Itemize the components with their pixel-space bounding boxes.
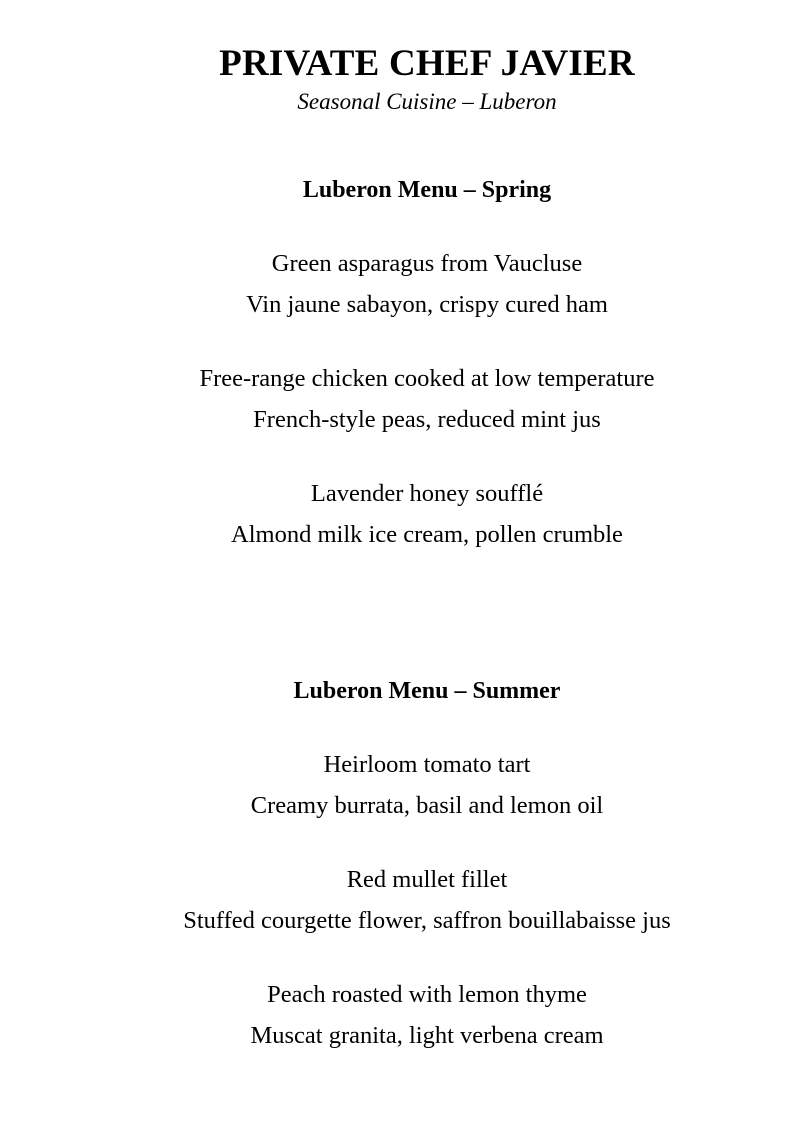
course-description: French-style peas, reduced mint jus: [253, 406, 601, 433]
course-description: Vin jaune sabayon, crispy cured ham: [246, 291, 608, 318]
tagline: Seasonal Cuisine – Luberon: [297, 89, 557, 114]
course-name: Peach roasted with lemon thyme: [267, 981, 587, 1008]
course-name: Free-range chicken cooked at low temperature: [199, 365, 655, 392]
menu-title: Luberon Menu – Spring: [302, 177, 552, 203]
course-name: Red mullet fillet: [346, 866, 508, 893]
course-name: Lavender honey soufflé: [310, 480, 544, 507]
course-description: Stuffed courgette flower, saffron bouillabaisse jus: [183, 907, 671, 934]
chef-name-heading: PRIVATE CHEF JAVIER: [219, 43, 635, 84]
course-description: Almond milk ice cream, pollen crumble: [231, 521, 623, 548]
course-name: Green asparagus from Vaucluse: [271, 250, 583, 277]
course-description: Creamy burrata, basil and lemon oil: [250, 792, 604, 819]
menu-title: Luberon Menu – Summer: [293, 678, 561, 704]
course-description: Muscat granita, light verbena cream: [250, 1022, 604, 1049]
course-name: Heirloom tomato tart: [323, 751, 531, 778]
